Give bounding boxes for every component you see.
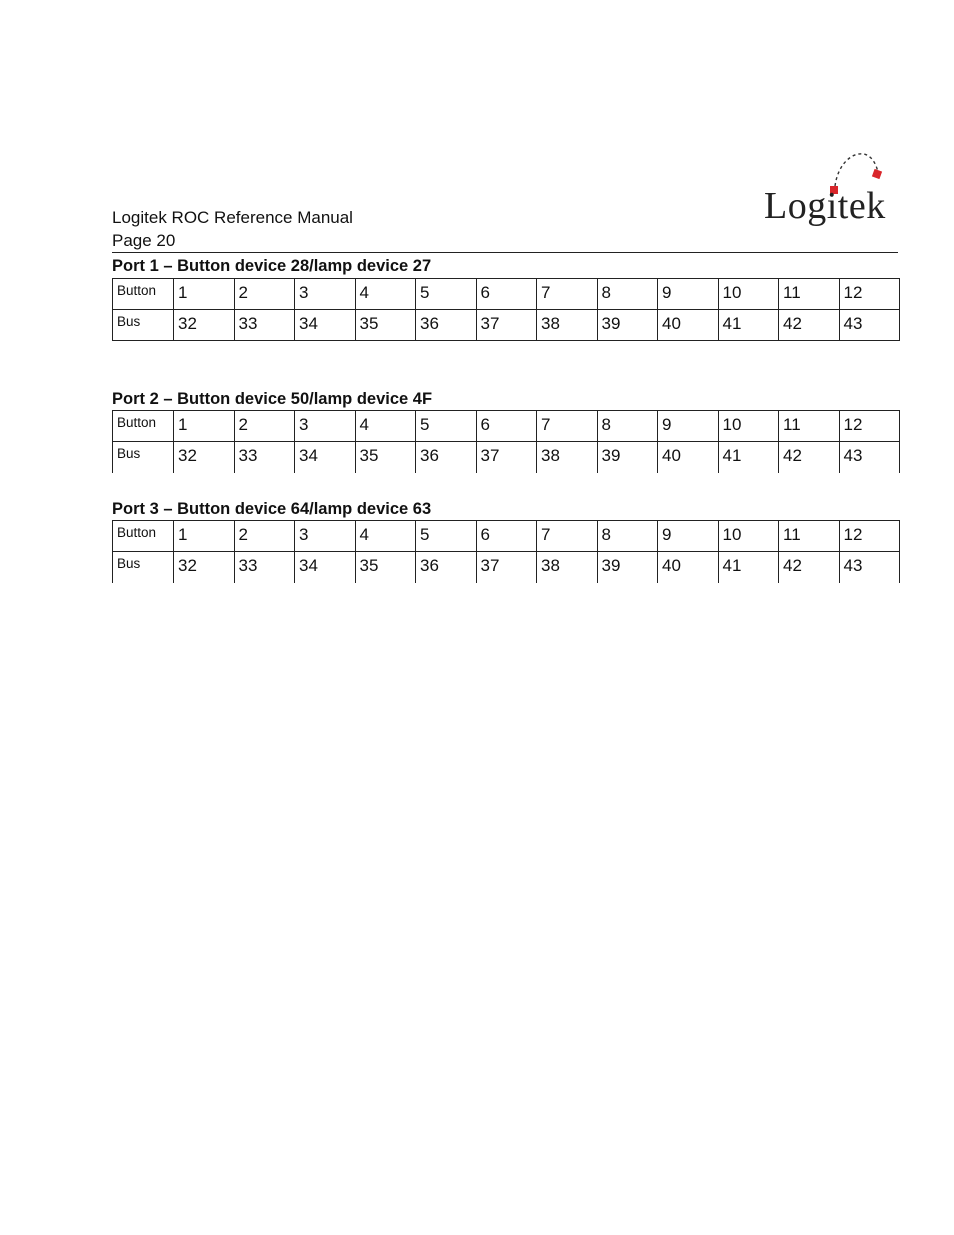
table-cell: 34	[295, 552, 356, 583]
table-cell: 3	[295, 279, 356, 310]
table-cell: 35	[355, 442, 416, 473]
page-number: Page 20	[112, 231, 176, 250]
table-cell: 11	[779, 411, 840, 442]
table-row	[113, 310, 900, 341]
table-cell: 10	[718, 411, 779, 442]
table-cell: 6	[476, 279, 537, 310]
table-cell: 12	[839, 521, 900, 552]
port-3-title: Port 3 – Button device 64/lamp device 63	[112, 500, 432, 518]
table-row	[113, 279, 900, 310]
table-cell: 39	[597, 552, 658, 583]
port-2-title: Port 2 – Button device 50/lamp device 4F	[112, 390, 433, 408]
table-cell: 5	[416, 411, 477, 442]
table-cell: 38	[537, 442, 598, 473]
table-cell: 4	[355, 279, 416, 310]
table-cell: 2	[234, 411, 295, 442]
table-cell: 41	[718, 442, 779, 473]
table-cell: 12	[839, 411, 900, 442]
row-label: Button	[113, 521, 174, 552]
table-cell: 34	[295, 442, 356, 473]
table-cell: 3	[295, 411, 356, 442]
table-cell: 43	[839, 552, 900, 583]
table-cell: 40	[658, 442, 719, 473]
row-label: Button	[113, 411, 174, 442]
table-cell: 32	[174, 310, 235, 341]
table-cell: 43	[839, 442, 900, 473]
row-label: Bus	[113, 442, 174, 473]
table-cell: 8	[597, 279, 658, 310]
table-cell: 9	[658, 521, 719, 552]
table-cell: 8	[597, 521, 658, 552]
table-cell: 10	[718, 521, 779, 552]
table-cell: 35	[355, 552, 416, 583]
table-cell: 36	[416, 442, 477, 473]
table-cell: 42	[779, 442, 840, 473]
table-cell: 10	[718, 279, 779, 310]
table-cell: 40	[658, 310, 719, 341]
table-cell: 38	[537, 310, 598, 341]
port-1-table	[112, 278, 900, 341]
table-cell: 4	[355, 411, 416, 442]
table-cell: 41	[718, 552, 779, 583]
table-cell: 32	[174, 442, 235, 473]
table-row	[113, 521, 900, 552]
table-cell: 9	[658, 411, 719, 442]
table-cell: 39	[597, 442, 658, 473]
header-divider	[112, 252, 898, 253]
table-cell: 42	[779, 552, 840, 583]
logitek-logo	[762, 150, 894, 232]
logo-square-right	[872, 169, 882, 179]
table-cell: 9	[658, 279, 719, 310]
table-cell: 35	[355, 310, 416, 341]
row-label: Bus	[113, 310, 174, 341]
manual-title: Logitek ROC Reference Manual	[112, 208, 353, 227]
table-cell: 1	[174, 411, 235, 442]
table-cell: 32	[174, 552, 235, 583]
table-cell: 33	[234, 552, 295, 583]
table-cell: 33	[234, 310, 295, 341]
table-cell: 34	[295, 310, 356, 341]
table-cell: 5	[416, 279, 477, 310]
table-row	[113, 411, 900, 442]
table-cell: 6	[476, 521, 537, 552]
table-cell: 42	[779, 310, 840, 341]
port-2-table	[112, 410, 900, 473]
table-cell: 4	[355, 521, 416, 552]
table-row	[113, 552, 900, 583]
logo-wordmark: Logitek	[764, 185, 886, 227]
table-row	[113, 442, 900, 473]
table-cell: 37	[476, 310, 537, 341]
table-cell: 36	[416, 310, 477, 341]
table-cell: 2	[234, 521, 295, 552]
table-cell: 1	[174, 521, 235, 552]
page-header	[112, 206, 353, 252]
table-cell: 38	[537, 552, 598, 583]
table-cell: 8	[597, 411, 658, 442]
table-cell: 12	[839, 279, 900, 310]
port-1-title: Port 1 – Button device 28/lamp device 27	[112, 257, 432, 275]
table-cell: 11	[779, 279, 840, 310]
table-cell: 1	[174, 279, 235, 310]
table-cell: 33	[234, 442, 295, 473]
table-cell: 5	[416, 521, 477, 552]
table-cell: 11	[779, 521, 840, 552]
table-cell: 39	[597, 310, 658, 341]
row-label: Bus	[113, 552, 174, 583]
table-cell: 37	[476, 442, 537, 473]
port-3-table	[112, 520, 900, 583]
row-label: Button	[113, 279, 174, 310]
table-cell: 7	[537, 279, 598, 310]
table-cell: 40	[658, 552, 719, 583]
table-cell: 2	[234, 279, 295, 310]
table-cell: 3	[295, 521, 356, 552]
table-cell: 36	[416, 552, 477, 583]
table-cell: 37	[476, 552, 537, 583]
table-cell: 7	[537, 521, 598, 552]
table-cell: 41	[718, 310, 779, 341]
table-cell: 43	[839, 310, 900, 341]
table-cell: 6	[476, 411, 537, 442]
table-cell: 7	[537, 411, 598, 442]
